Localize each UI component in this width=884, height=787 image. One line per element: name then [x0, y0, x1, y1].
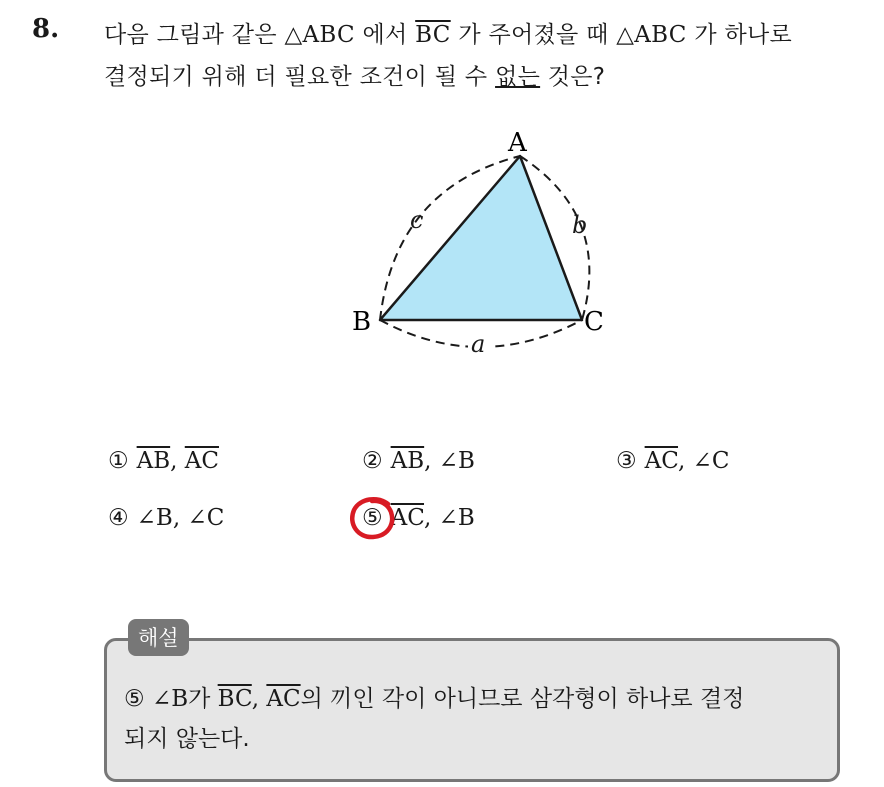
choice-segment: $\overline{AC}$	[390, 505, 425, 531]
explanation-line-1	[124, 680, 744, 713]
choice-4[interactable]	[108, 505, 224, 531]
choice-segment: $\overline{AB}$	[390, 448, 425, 474]
question-text-part: 에서	[354, 22, 416, 48]
question-number: 8.	[32, 14, 60, 44]
choice-angle: ∠B	[438, 448, 475, 474]
explanation-number: ⑤	[124, 686, 145, 712]
explanation-angle: ∠B	[151, 686, 189, 712]
choice-separator: ,	[678, 448, 693, 474]
explanation-text-part: 가	[188, 686, 218, 712]
choice-separator: ,	[172, 505, 188, 531]
question-text-line-2	[104, 58, 605, 91]
choice-segment: $\overline{AC}$	[644, 448, 679, 474]
question-text-line-1	[104, 16, 792, 49]
question-text-part: 결정되기 위해 더 필요한 조건이 될 수	[104, 64, 496, 90]
choice-angle: ∠B	[438, 505, 475, 531]
choice-segment: $\overline{AB}$	[136, 448, 171, 474]
choice-1[interactable]	[108, 448, 219, 474]
vertex-a-label: A	[508, 128, 527, 158]
explanation-comma: ,	[251, 686, 267, 712]
choice-number: ④	[108, 505, 129, 531]
triangle-figure	[340, 118, 630, 368]
side-b-label: b	[572, 211, 588, 239]
explanation-segment-bc: $\overline{BC}$	[217, 686, 252, 712]
choice-3[interactable]	[616, 448, 730, 474]
question-text-part: 가 하나로	[686, 22, 792, 48]
choice-segment: $\overline{AC}$	[184, 448, 219, 474]
explanation-text-part: 의 끼인 각이 아니므로 삼각형이 하나로 결정	[300, 686, 745, 712]
choice-angle: ∠C	[187, 505, 225, 531]
answer-circle-mark	[348, 494, 398, 542]
explanation-tag: 해설	[128, 619, 189, 656]
vertex-c-label: C	[584, 307, 604, 337]
choice-separator: ,	[170, 448, 185, 474]
emphasized-word: 없는	[495, 64, 541, 90]
choice-number: ⑤	[362, 505, 383, 531]
explanation-line-2: 되지 않는다.	[124, 726, 250, 752]
question-text-part: 가 주어졌을 때	[450, 22, 617, 48]
side-a-label: a	[471, 330, 486, 358]
side-c-label: c	[410, 206, 424, 234]
choice-number: ②	[362, 448, 383, 474]
choice-separator: ,	[424, 448, 439, 474]
question-text-part: 것은?	[540, 64, 606, 90]
choice-angle: ∠C	[692, 448, 730, 474]
question-text-part: 다음 그림과 같은	[104, 22, 285, 48]
triangle-abc-label: △ABC	[284, 22, 355, 48]
explanation-segment-ac: $\overline{AC}$	[266, 686, 301, 712]
choice-angle: ∠B	[136, 505, 173, 531]
choice-separator: ,	[424, 505, 439, 531]
vertex-b-label: B	[352, 307, 372, 337]
choice-2[interactable]	[362, 448, 475, 474]
triangle-abc	[380, 156, 582, 320]
triangle-abc-label: △ABC	[616, 22, 687, 48]
segment-bc-label: $\overline{BC}$	[415, 22, 451, 48]
choice-number: ①	[108, 448, 129, 474]
choice-number: ③	[616, 448, 637, 474]
